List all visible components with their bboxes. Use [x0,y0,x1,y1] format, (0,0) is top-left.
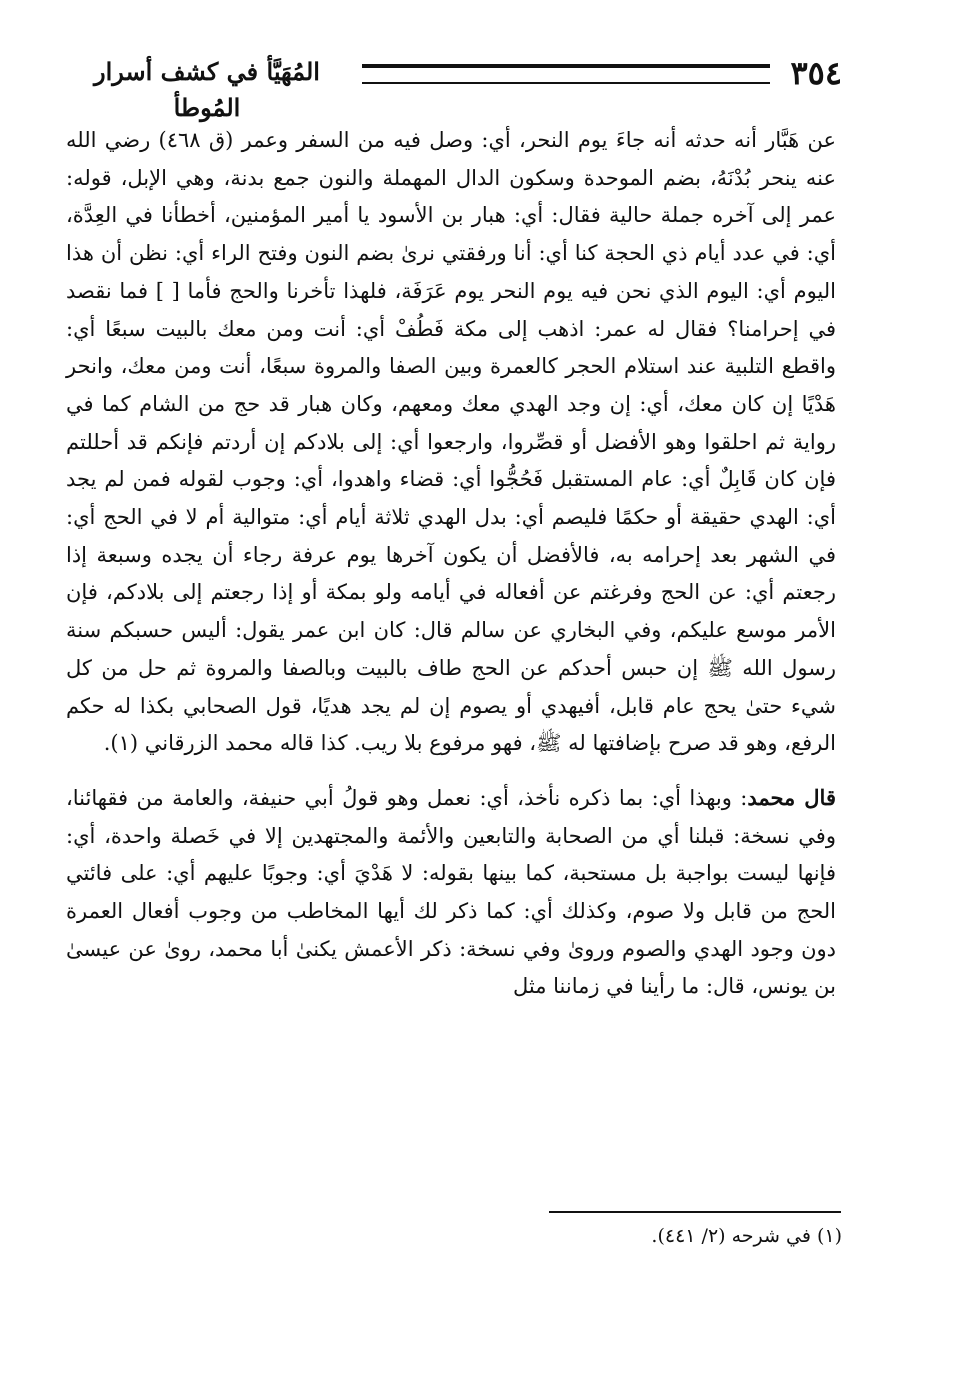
paragraph-2-text: : وبهذا أي: بما ذكره نأخذ، أي: نعمل وهو قولُ أبي حنيفة، والعامة من فقهائنا، وفي نسخة: قبلنا أي من الصحابة والتابعين والأئمة والمجتهدين إلا في خَصلة واحدة، أي: فإنها ليست بواجبة بل مستحبة، كما بينها بقوله: لا هَدْيَ أي: وجوبًا عليهم أي: على فائتي الحج من قابل ولا صوم، وكذلك أي: كما ذكر لك أيها المخاطب من وجوب أفعال العمرة دون وجود الهدي والصوم وروىٰ وفي نسخة: ذكر الأعمش يكنىٰ أبا محمد، روىٰ عن عيسىٰ بن يونس، قال: ما رأينا في زماننا مثل [66,785,836,999]
book-title: المُهَيَّأ في كشف أسرار المُوطأ [94,57,320,122]
footnote: (١) في شرحه (٢/ ٤٤١). [651,1225,842,1247]
body-text [66,122,836,1006]
paragraph-2 [66,779,836,1006]
footnote-rule [549,1211,841,1213]
header-rule [362,64,770,84]
paragraph-2-lead: قال محمد [747,784,836,810]
page-header [62,52,842,122]
page-number: ٣٥٤ [790,54,842,92]
paragraph-1: عن هَبَّار أنه حدثه أنه جاءَ يوم النحر، أي: وصل فيه من السفر وعمر (ق ٤٦٨) رضي الله عنه ينحر بُدْنَهُ، بضم الموحدة وسكون الدال المهملة والنون جمع بدنة، وهي الإبل، قوله: عمر إلى آخره جملة حالية فقال: أي: هبار بن الأسود يا أمير المؤمنين، أخطأنا في العِدَّة، أي: في عدد أيام ذي الحجة كنا أي: أنا ورفقتي نرىٰ بضم النون وفتح الراء أي: نظن أن هذا اليوم أي: اليوم الذي نحن فيه يوم النحر يوم عَرَفَة، فلهذا تأخرنا والحج فأما [ ] فما نقصد في إحرامنا؟ فقال له عمر: اذهب إلى مكة فَطُفْ أي: أنت ومن معك بالبيت سبعًا أي: واقطع التلبية عند استلام الحجر كالعمرة وبين الصفا والمروة سبعًا، أنت ومن معك، وانحر هَدْيًا إن كان معك، أي: إن وجد الهدي معك ومعهم، وكان هبار قد حج من الشام كما في رواية ثم احلقوا وهو الأفضل أو قصِّروا، وارجعوا أي: إلى بلادكم إن أردتم فإنكم قد أحللتم فإن كان قَابِلٌ أي: عام المستقبل فَحُجُّوا أي: قضاء واهدوا، أي: وجوب لقوله فمن لم يجد أي: الهدي حقيقة أو حكمًا فليصم أي: بدل الهدي ثلاثة أيام أي: متوالية أم لا في الحج أي: في الشهر بعد إحرامه به، فالأفضل أن يكون آخرها يوم عرفة رجاء أن يجده وسبعة إذا رجعتم أي: عن الحج وفرغتم عن أفعاله في أيامه ولو بمكة أو إذا رجعتم إلى بلادكم، فإن الأمر موسع عليكم، وفي البخاري عن سالم قال: كان ابن عمر يقول: أليس حسبكم سنة رسول الله ﷺ إن حبس أحدكم عن الحج طاف بالبيت وبالصفا والمروة ثم حل من كل شيء حتىٰ يحج عام قابل، أفيهدي أو يصوم إن لم يجد هديًا، قول الصحابي بكذا له حكم الرفع، وهو قد صرح بإضافتها له ﷺ، فهو مرفوع بلا ريب. كذا قاله محمد الزرقاني (١). [66,128,836,756]
